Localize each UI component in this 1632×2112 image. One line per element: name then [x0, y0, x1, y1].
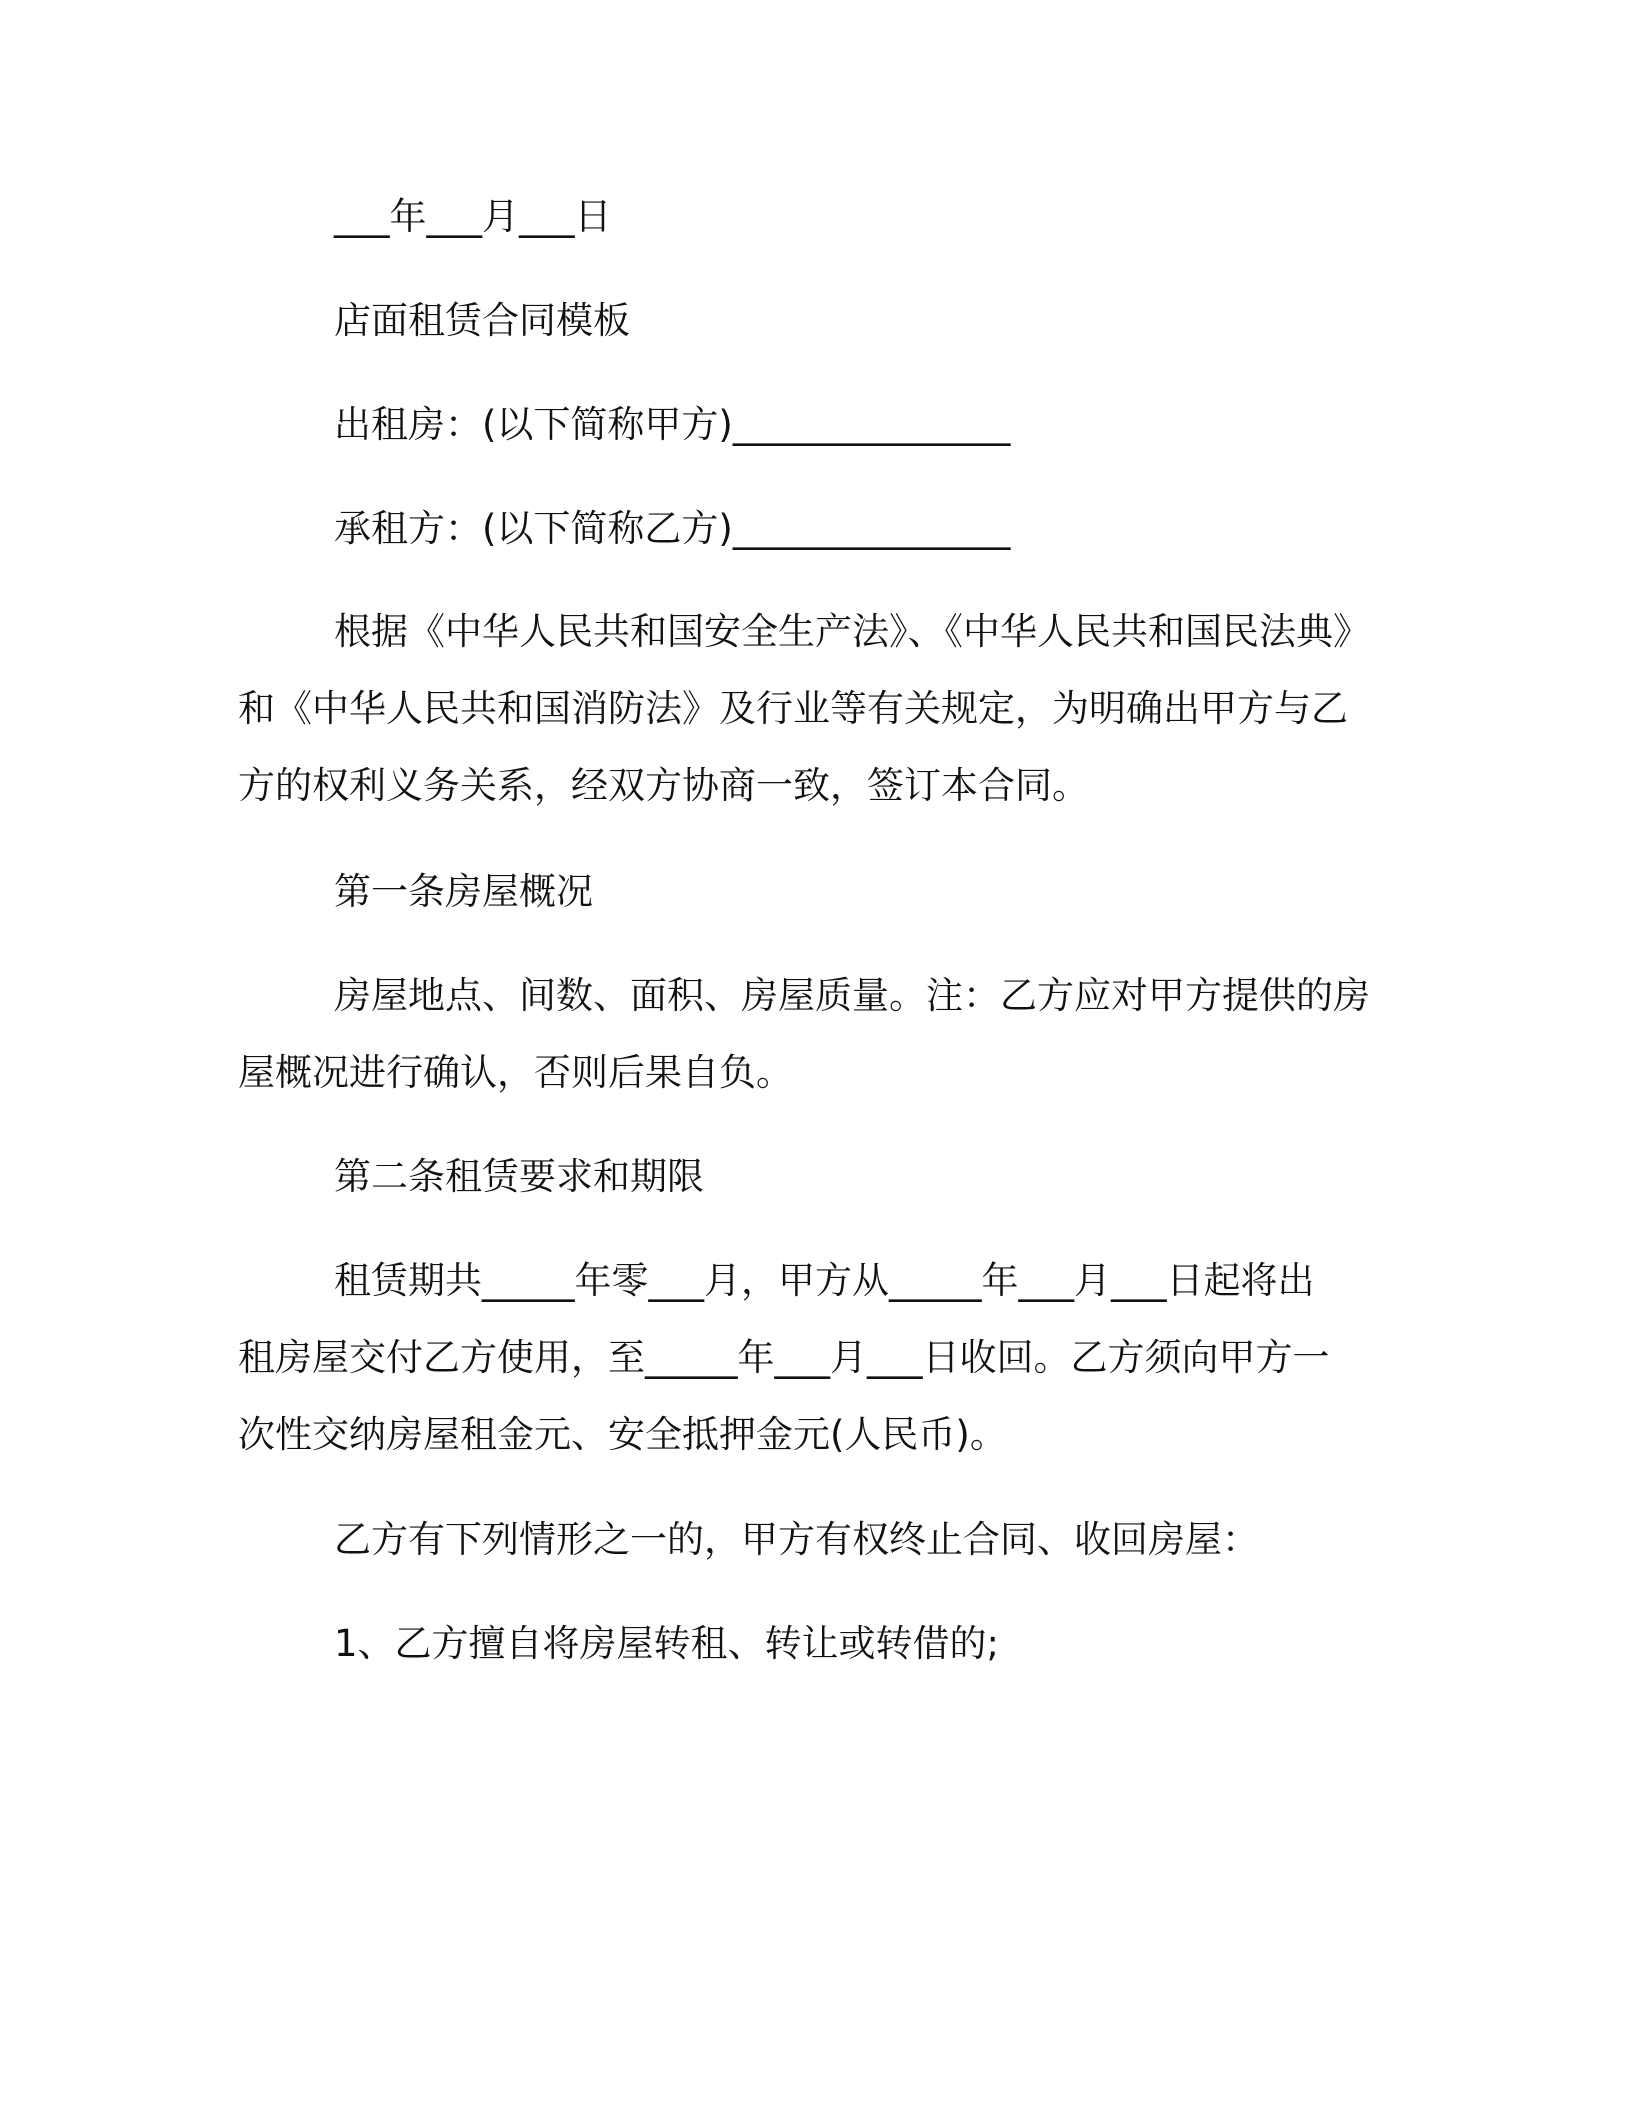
- termination-item-1-text: 1、乙方擅自将房屋转租、转让或转借的;: [334, 1622, 1000, 1665]
- preamble-line-3: 方的权利义务关系，经双方协商一致，签订本合同。: [238, 764, 1089, 807]
- lessor-text: 出租房：(以下简称甲方)_______________: [334, 403, 1011, 446]
- article1-body: [238, 957, 1438, 1111]
- article1-heading: [238, 853, 1438, 930]
- article2-body: [238, 1242, 1438, 1473]
- title-text: 店面租赁合同模板: [334, 299, 630, 342]
- lessor-line: [238, 386, 1438, 463]
- article2-line-2: 租房屋交付乙方使用，至_____年___月___日收回。乙方须向甲方一: [238, 1336, 1330, 1379]
- termination-item-1: [238, 1605, 1438, 1682]
- preamble-line-2: 和《中华人民共和国消防法》及行业等有关规定，为明确出甲方与乙: [238, 687, 1348, 730]
- article1-line-2: 屋概况进行确认，否则后果自负。: [238, 1051, 793, 1094]
- date-line-text: ___年___月___日: [334, 195, 612, 238]
- article1-line-1: 房屋地点、间数、面积、房屋质量。注：乙方应对甲方提供的房: [334, 974, 1370, 1017]
- document-title: [238, 282, 1438, 359]
- lessee-line: [238, 490, 1438, 567]
- termination-intro-text: 乙方有下列情形之一的，甲方有权终止合同、收回房屋：: [334, 1518, 1259, 1561]
- article2-line-1: 租赁期共_____年零___月，甲方从_____年___月___日起将出: [334, 1259, 1315, 1302]
- termination-intro: [238, 1501, 1438, 1578]
- article2-line-3: 次性交纳房屋租金元、安全抵押金元(人民币)。: [238, 1413, 1007, 1456]
- article2-heading: [238, 1138, 1438, 1215]
- date-line: [238, 178, 1438, 255]
- article2-heading-text: 第二条租赁要求和期限: [334, 1155, 704, 1198]
- lessee-text: 承租方：(以下简称乙方)_______________: [334, 507, 1011, 550]
- preamble-line-1: 根据《中华人民共和国安全生产法》、《中华人民共和国民法典》: [334, 610, 1370, 653]
- article1-heading-text: 第一条房屋概况: [334, 870, 593, 913]
- preamble-paragraph: [238, 593, 1438, 824]
